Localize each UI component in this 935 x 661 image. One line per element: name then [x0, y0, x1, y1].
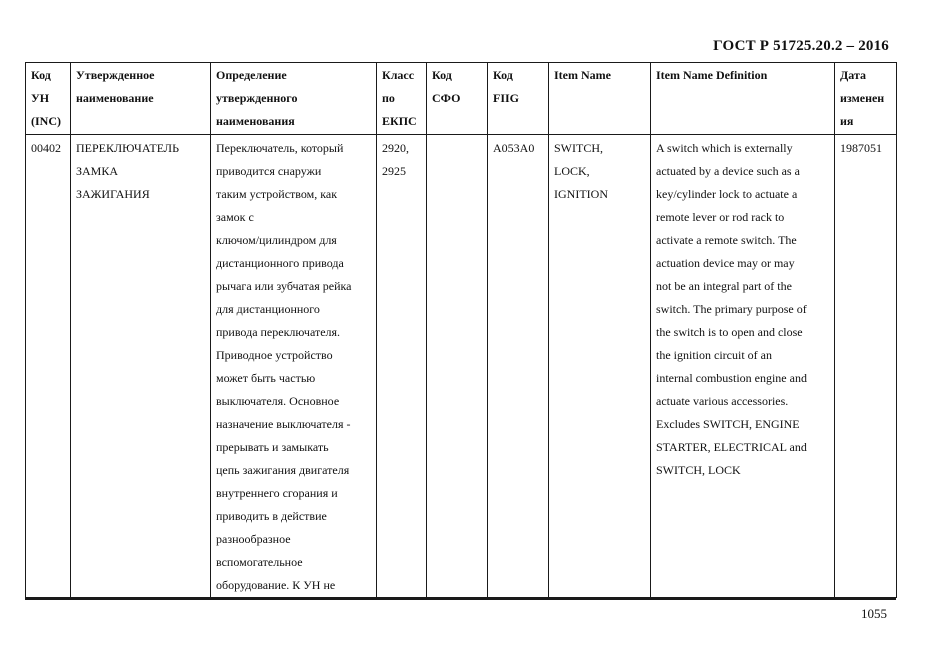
cell-inc-code: 00402 — [26, 135, 71, 598]
header-approved-name: Утвержденное наименование — [71, 63, 211, 135]
cell-definition-ru: Переключатель, который приводится снаружи таким устройством, как замок с ключом/цилиндром для дистанционного привода рычага или зубчатая рейка для дистанционного привода переключателя. Приводное устройство может быть частью выключателя. Основное назначение выключателя - прерывать и замыкать цепь зажигания двигателя внутреннего сгорания и приводить в действие разнообразное вспомогательное оборудование. К УН не — [211, 135, 377, 598]
cell-approved-name: ПЕРЕКЛЮЧАТЕЛЬ ЗАМКА ЗАЖИГАНИЯ — [71, 135, 211, 598]
cell-sfo-code — [427, 135, 488, 598]
header-item-name-definition: Item Name Definition — [651, 63, 835, 135]
header-sfo-code: Код СФО — [427, 63, 488, 135]
header-item-name: Item Name — [549, 63, 651, 135]
header-change-date: Дата изменен ия — [835, 63, 897, 135]
page-number: 1055 — [861, 606, 887, 621]
header-inc-code: Код УН (INC) — [26, 63, 71, 135]
cell-item-name-definition: A switch which is externally actuated by a device such as a key/cylinder lock to actuate a remote lever or rod rack to activate a remote switch. The actuation device may or may not be an integral part of the switch. The primary purpose of the switch is to open and close the ignition circuit of an internal combustion engine and actuate various accessories. Excludes SWITCH, ENGINE STARTER, ELECTRICAL and SWITCH, LOCK — [651, 135, 835, 598]
cell-fiig-code: A053A0 — [488, 135, 549, 598]
cell-change-date: 1987051 — [835, 135, 897, 598]
table-row — [26, 135, 897, 598]
cell-ekps-class: 2920, 2925 — [377, 135, 427, 598]
item-name-table — [25, 62, 897, 598]
header-definition: Определение утвержденного наименования — [211, 63, 377, 135]
header-ekps-class: Класс по ЕКПС — [377, 63, 427, 135]
header-fiig-code: Код FIIG — [488, 63, 549, 135]
document-standard-title: ГОСТ Р 51725.20.2 – 2016 — [713, 38, 889, 54]
cell-item-name: SWITCH, LOCK, IGNITION — [549, 135, 651, 598]
table-header-row — [26, 63, 897, 135]
table-bottom-rule — [25, 598, 896, 600]
